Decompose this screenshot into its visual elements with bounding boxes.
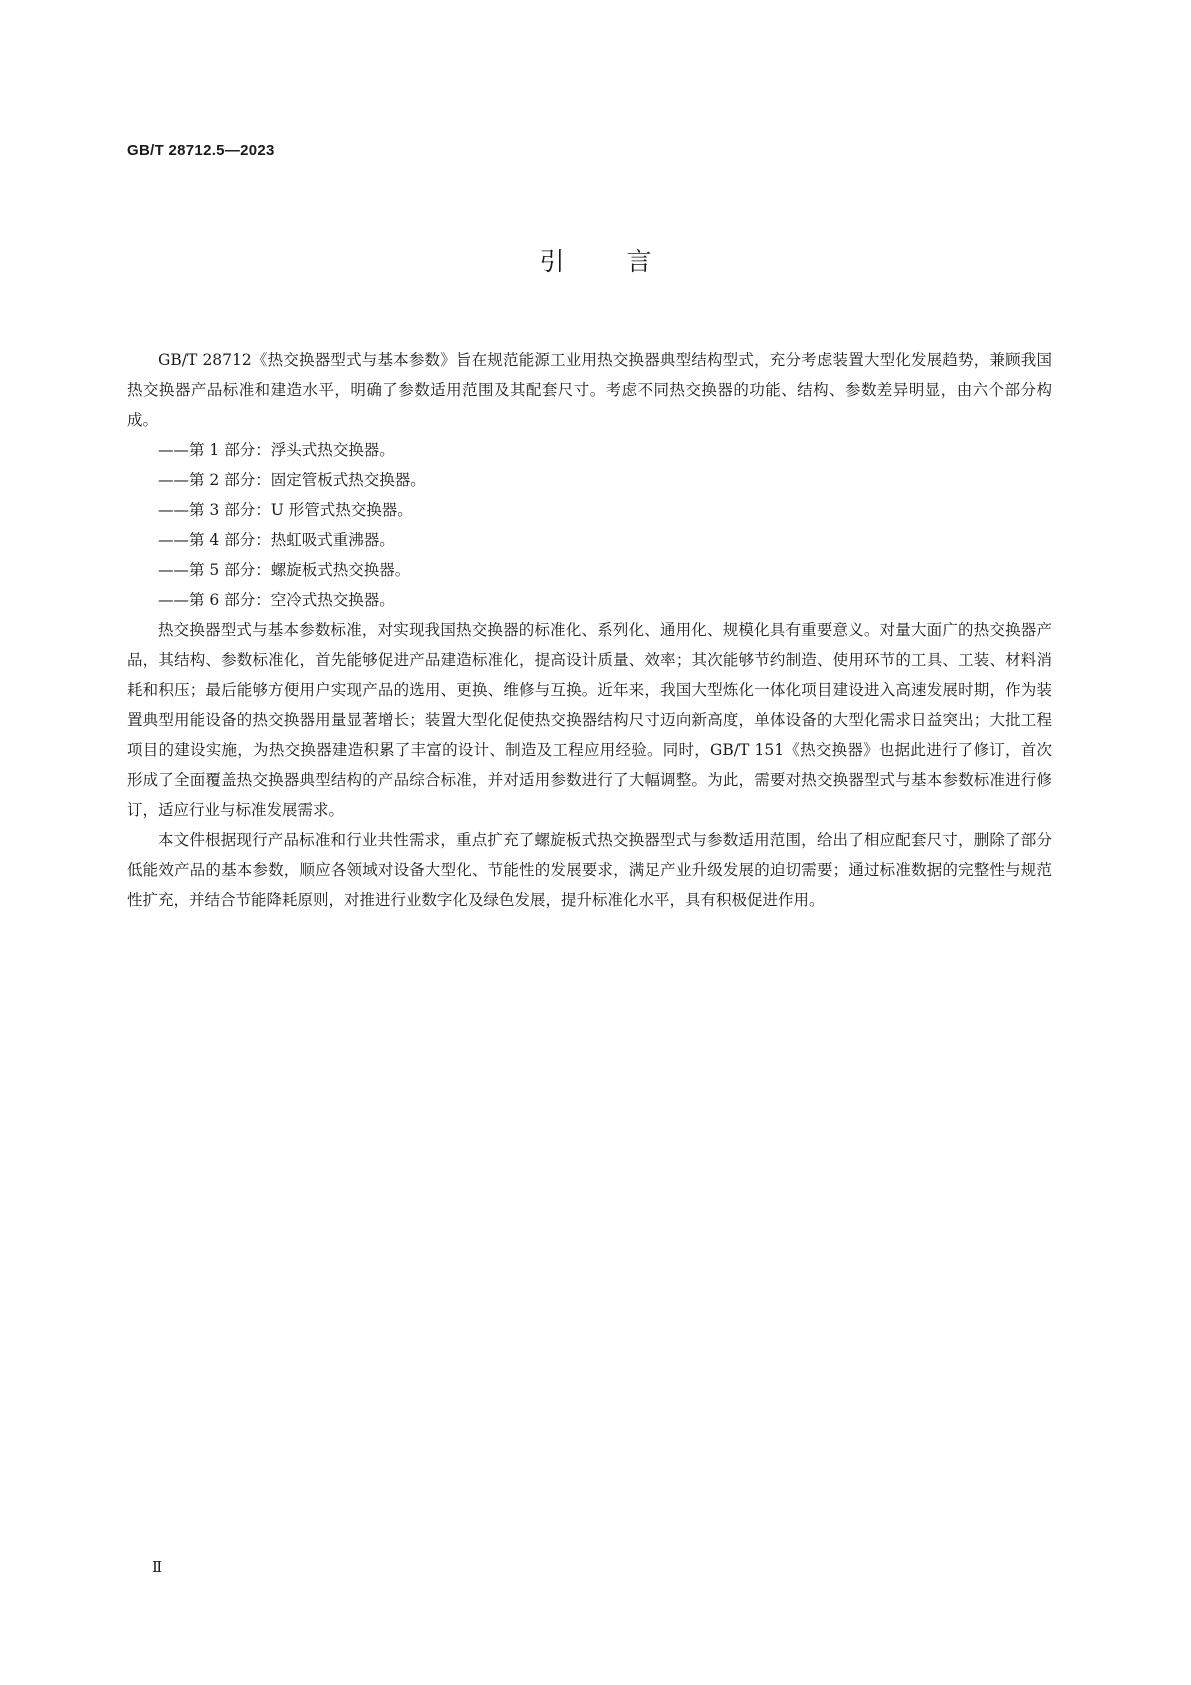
document-body xyxy=(127,345,1052,915)
paragraph-significance: 热交换器型式与基本参数标准，对实现我国热交换器的标准化、系列化、通用化、规模化具有重要意义。对量大面广的热交换器产品，其结构、参数标准化，首先能够促进产品建造标准化，提高设计质量、效率；其次能够节约制造、使用环节的工具、工装、材料消耗和积压；最后能够方便用户实现产品的选用、更换、维修与互换。近年来，我国大型炼化一体化项目建设进入高速发展时期，作为装置典型用能设备的热交换器用量显著增长；装置大型化促使热交换器结构尺寸迈向新高度，单体设备的大型化需求日益突出；大批工程项目的建设实施，为热交换器建造积累了丰富的设计、制造及工程应用经验。同时，GB/T 151《热交换器》也据此进行了修订，首次形成了全面覆盖热交换器典型结构的产品综合标准，并对适用参数进行了大幅调整。为此，需要对热交换器型式与基本参数标准进行修订，适应行业与标准发展需求。 xyxy=(127,621,1052,819)
list-item: ——第 3 部分：U 形管式热交换器。 xyxy=(158,501,413,519)
list-item: ——第 4 部分：热虹吸式重沸器。 xyxy=(158,531,395,549)
list-item: ——第 5 部分：螺旋板式热交换器。 xyxy=(158,561,411,579)
page-number: Ⅱ xyxy=(152,1558,162,1576)
parts-list xyxy=(127,435,1052,615)
list-item: ——第 2 部分：固定管板式热交换器。 xyxy=(158,471,426,489)
page-title: 引言 xyxy=(539,247,714,276)
paragraph-scope: 本文件根据现行产品标准和行业共性需求，重点扩充了螺旋板式热交换器型式与参数适用范围，给出了相应配套尺寸，删除了部分低能效产品的基本参数，顺应各领域对设备大型化、节能性的发展要求，满足产业升级发展的迫切需要；通过标准数据的完整性与规范性扩充，并结合节能降耗原则，对推进行业数字化及绿色发展，提升标准化水平，具有积极促进作用。 xyxy=(127,831,1052,909)
list-item: ——第 6 部分：空冷式热交换器。 xyxy=(158,591,395,609)
standard-code: GB/T 28712.5—2023 xyxy=(127,142,275,159)
list-item: ——第 1 部分：浮头式热交换器。 xyxy=(158,441,395,459)
paragraph-intro: GB/T 28712《热交换器型式与基本参数》旨在规范能源工业用热交换器典型结构型式，充分考虑装置大型化发展趋势，兼顾我国热交换器产品标准和建造水平，明确了参数适用范围及其配套尺寸。考虑不同热交换器的功能、结构、参数差异明显，由六个部分构成。 xyxy=(127,351,1052,429)
